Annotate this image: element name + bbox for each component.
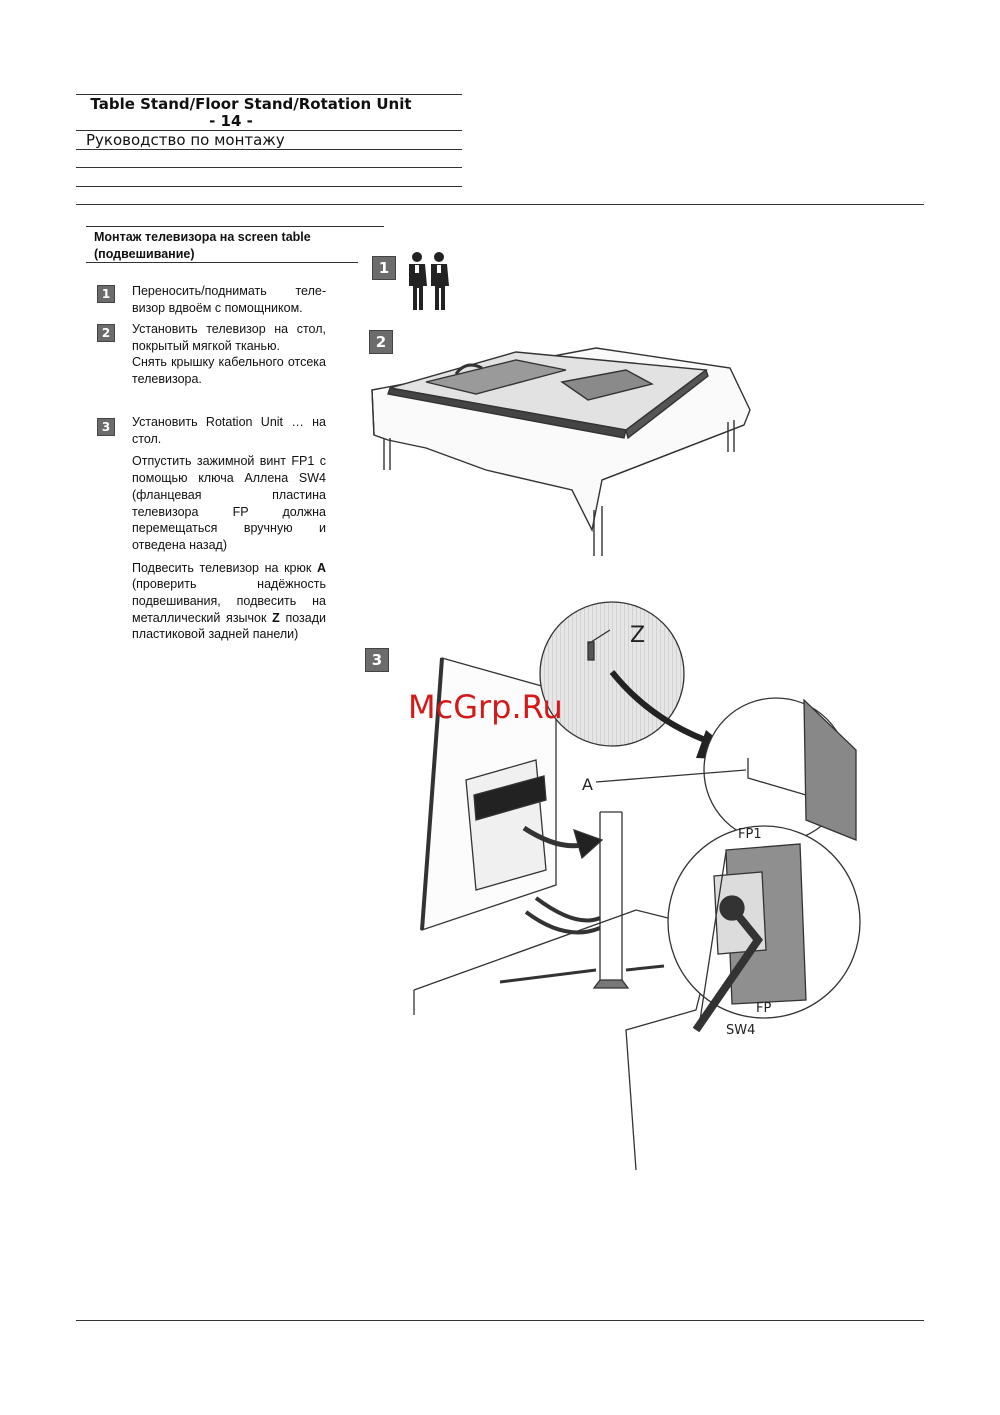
figure-3-badge: 3 — [365, 648, 389, 672]
step-3-paragraph: Подвесить телевизор на крюк A (проверить надёжность подвешивания, подвесить на металлический язычок Z позади пластиковой задней панели) — [132, 560, 327, 642]
two-people-icon — [405, 250, 451, 312]
step-3-paragraph: Отпустить зажимной винт FP1 с помощью ключа Аллена SW4 (фланцевая пластина телевизора FP должна перемещаться вручную и отведена назад) — [132, 454, 326, 552]
label-a: A — [582, 775, 593, 794]
step-3-text — [132, 414, 326, 649]
section-title: Монтаж телевизора на screen table (подвешивание) — [94, 230, 311, 261]
figure-1-badge: 1 — [372, 256, 396, 280]
header-rule-5 — [76, 186, 462, 187]
header-rule-3 — [76, 149, 462, 150]
watermark-text: McGrp.Ru — [408, 688, 563, 726]
step-2-paragraph: Снять крышку кабельного отсека телевизора. — [132, 355, 326, 387]
step-2-text — [132, 321, 326, 394]
mounting-illustration — [396, 590, 866, 1170]
header-title: Table Stand/Floor Stand/Rotation Unit — [90, 95, 412, 113]
tv-on-table-illustration — [366, 330, 756, 560]
label-fp: FP — [756, 1001, 772, 1016]
label-fp1: FP1 — [738, 827, 762, 842]
step-3-paragraph: Установить Rotation Unit … на стол. — [132, 415, 326, 446]
label-z: Z — [630, 623, 646, 648]
step-3-badge: 3 — [97, 418, 115, 436]
step-2-paragraph: Установить телевизор на стол, покрытый мягкой тканью. — [132, 322, 326, 353]
header-rule-full — [76, 204, 924, 205]
step-1-text — [132, 283, 326, 322]
section-rule-top — [86, 226, 384, 227]
label-sw4: SW4 — [726, 1023, 756, 1038]
page-number: - 14 - — [209, 112, 253, 130]
header-subtitle: Руководство по монтажу — [86, 131, 285, 149]
section-rule-bottom — [86, 262, 358, 263]
step-1-badge: 1 — [97, 285, 115, 303]
step-2-badge: 2 — [97, 324, 115, 342]
header-rule-4 — [76, 167, 462, 168]
step-1-paragraph: Переносить/поднимать теле-визор вдвоём с помощником. — [132, 284, 326, 315]
footer-rule — [76, 1320, 924, 1321]
figure-2-badge: 2 — [369, 330, 393, 354]
